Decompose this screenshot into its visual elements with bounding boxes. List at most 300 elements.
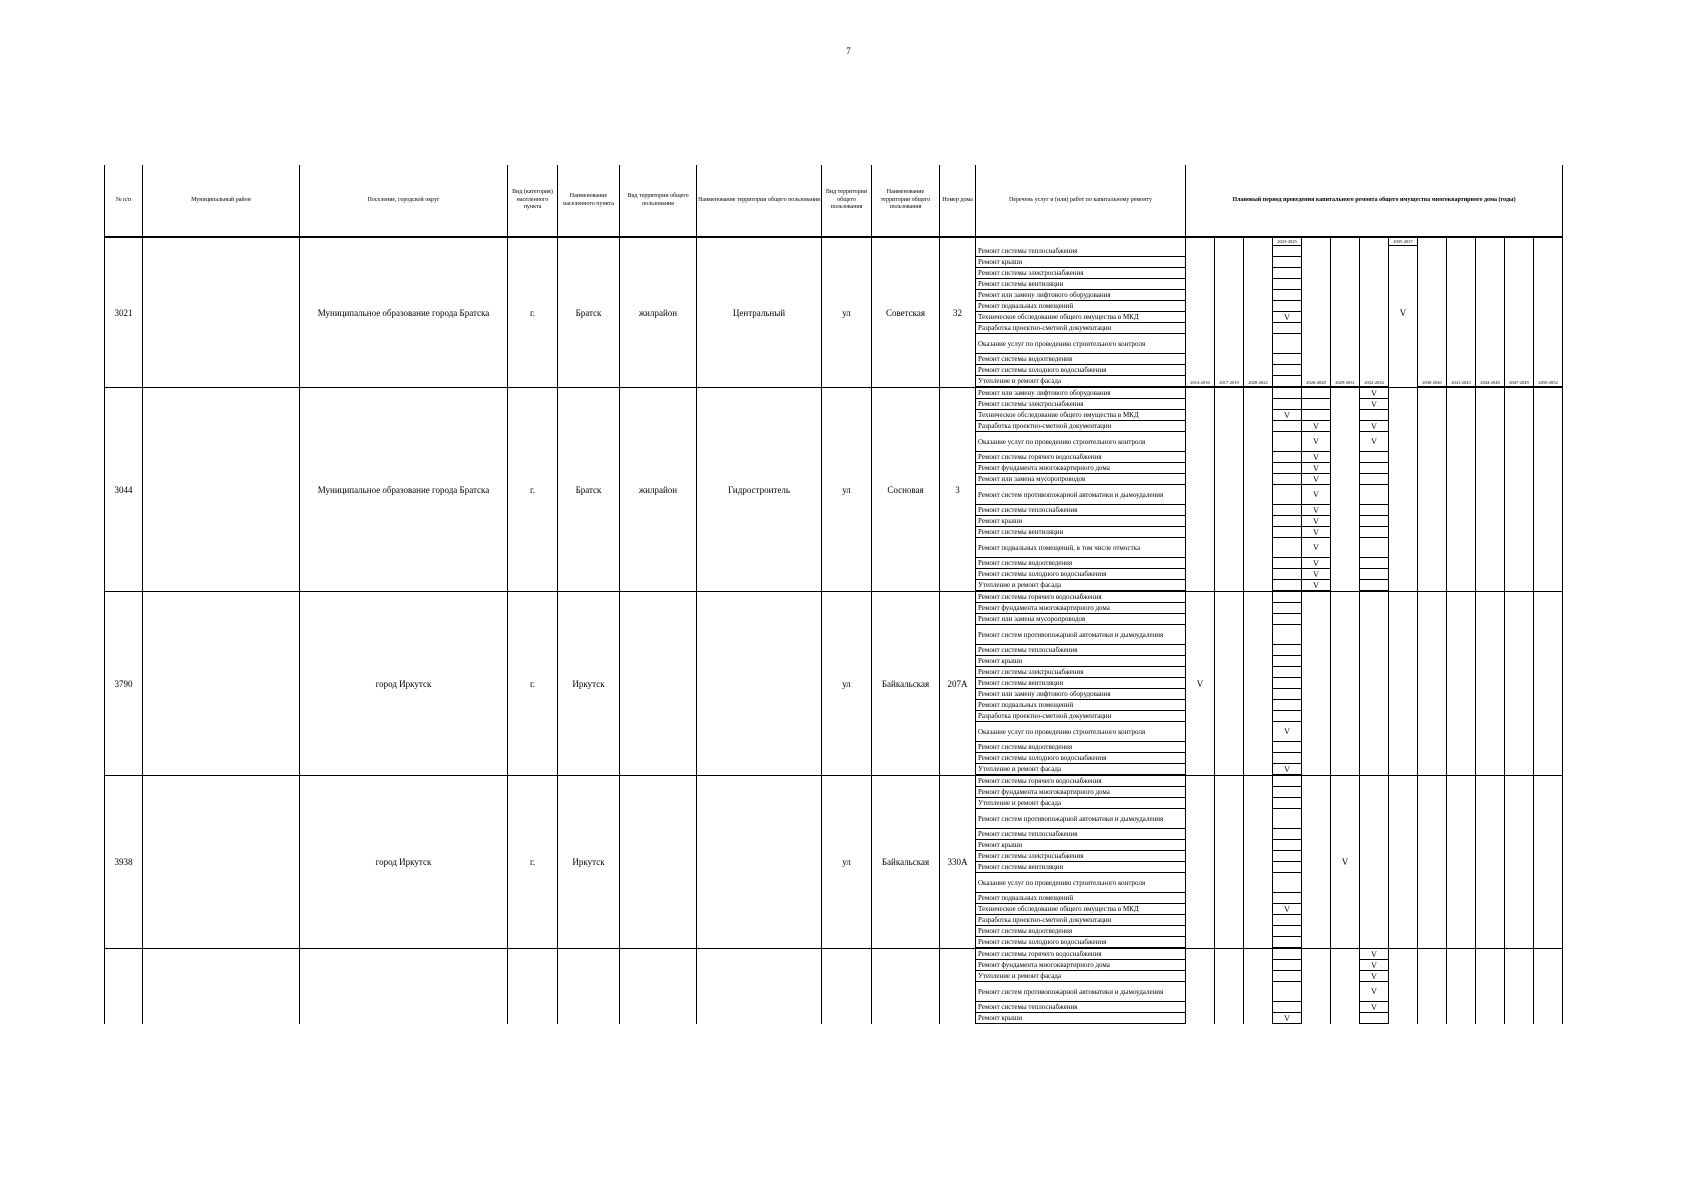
header-territory-type: Вид территории общего пользования bbox=[620, 165, 697, 237]
year-mark bbox=[1273, 376, 1301, 387]
year-label: 2038-2040 bbox=[1418, 379, 1446, 387]
work-item: Ремонт системы горячего водоснабжения bbox=[976, 949, 1185, 960]
year-mark: V bbox=[1302, 538, 1330, 558]
row-territory-type bbox=[620, 592, 697, 776]
year-cell bbox=[1389, 949, 1418, 1025]
work-item: Ремонт крыши bbox=[976, 516, 1185, 527]
year-cell bbox=[1534, 776, 1563, 949]
work-item: Ремонт фундамента многоквартирного дома bbox=[976, 787, 1185, 798]
year-cell bbox=[1244, 237, 1273, 388]
year-cell bbox=[1476, 949, 1505, 1025]
works-cell bbox=[976, 776, 1186, 949]
year-mark bbox=[1360, 474, 1388, 485]
year-mark bbox=[1273, 926, 1301, 937]
row-settlement-type bbox=[508, 949, 558, 1025]
year-mark bbox=[1273, 656, 1301, 667]
house-row bbox=[105, 388, 1563, 592]
row-settlement-name: Иркутск bbox=[558, 592, 620, 776]
year-cell bbox=[1418, 237, 1447, 388]
year-cell bbox=[1447, 776, 1476, 949]
year-cell bbox=[1447, 592, 1476, 776]
row-street-name: Байкальская bbox=[872, 776, 940, 949]
year-mark bbox=[1273, 711, 1301, 722]
year-label: 2014-2016 bbox=[1186, 379, 1214, 387]
work-item: Ремонт систем противопожарной автоматики и дымоудаления bbox=[976, 982, 1185, 1002]
year-mark bbox=[1273, 645, 1301, 656]
header-period: Плановый период проведения капитального ремонта общего имущества многоквартирного дома (годы) bbox=[1186, 165, 1563, 237]
header-territory-name: Наименование территории общего пользования bbox=[697, 165, 822, 237]
row-house bbox=[940, 949, 976, 1025]
header-street-name: Наименование территории общего пользования bbox=[872, 165, 940, 237]
works-cell bbox=[976, 388, 1186, 592]
year-cell bbox=[1331, 237, 1360, 388]
year-mark bbox=[1273, 516, 1301, 527]
work-item: Утепление и ремонт фасада bbox=[976, 764, 1185, 775]
work-item: Ремонт системы холодного водоснабжения bbox=[976, 937, 1185, 948]
year-mark bbox=[1273, 527, 1301, 538]
work-item: Оказание услуг по проведению строительного контроля bbox=[976, 432, 1185, 452]
year-label: 2020-2022 bbox=[1244, 379, 1272, 387]
row-street-name: Советская bbox=[872, 237, 940, 388]
year-cell bbox=[1244, 776, 1273, 949]
year-cell bbox=[1273, 388, 1302, 592]
work-item: Ремонт системы вентиляции bbox=[976, 527, 1185, 538]
row-settlement: Муниципальное образование города Братска bbox=[300, 237, 508, 388]
page-number: 7 bbox=[846, 46, 851, 56]
year-cell bbox=[1534, 388, 1563, 592]
year-mark bbox=[1360, 463, 1388, 474]
row-territory-name bbox=[697, 949, 822, 1025]
work-item: Утепление и ремонт фасада bbox=[976, 376, 1185, 387]
year-cell bbox=[1447, 237, 1476, 388]
work-item: Ремонт системы горячего водоснабжения bbox=[976, 592, 1185, 603]
row-street-type: ул bbox=[822, 388, 872, 592]
year-mark: V bbox=[1360, 982, 1388, 1002]
year-mark: V bbox=[1360, 432, 1388, 452]
year-cell bbox=[1331, 776, 1360, 949]
work-item: Оказание услуг по проведению строительного контроля bbox=[976, 334, 1185, 354]
year-mark bbox=[1273, 279, 1301, 290]
row-street-type: ул bbox=[822, 237, 872, 388]
work-item: Ремонт системы электроснабжения bbox=[976, 667, 1185, 678]
header-settlement-type: Вид (категория) населенного пункта bbox=[508, 165, 558, 237]
year-mark bbox=[1273, 558, 1301, 569]
period-mark: V bbox=[1196, 678, 1204, 689]
year-mark bbox=[1273, 949, 1301, 960]
year-mark bbox=[1273, 798, 1301, 809]
row-number: 3044 bbox=[105, 388, 143, 592]
work-item: Ремонт системы водоотведения bbox=[976, 558, 1185, 569]
repair-plan-table bbox=[104, 165, 1563, 1024]
year-mark bbox=[1360, 505, 1388, 516]
row-number: 3938 bbox=[105, 776, 143, 949]
work-item: Ремонт подвальных помещений bbox=[976, 301, 1185, 312]
row-settlement: город Иркутск bbox=[300, 592, 508, 776]
year-cell bbox=[1360, 592, 1389, 776]
year-cell bbox=[1273, 949, 1302, 1025]
year-mark bbox=[1360, 527, 1388, 538]
year-mark: V bbox=[1360, 399, 1388, 410]
year-mark bbox=[1302, 399, 1330, 410]
year-cell bbox=[1418, 388, 1447, 592]
year-mark bbox=[1273, 354, 1301, 365]
row-street-name: Байкальская bbox=[872, 592, 940, 776]
year-cell bbox=[1534, 237, 1563, 388]
work-item: Ремонт систем противопожарной автоматики и дымоудаления bbox=[976, 485, 1185, 505]
year-cell bbox=[1389, 237, 1418, 388]
year-cell bbox=[1215, 388, 1244, 592]
year-mark bbox=[1273, 388, 1301, 399]
year-mark: V bbox=[1360, 960, 1388, 971]
work-item: Ремонт подвальных помещений, в том числе отмостка bbox=[976, 538, 1185, 558]
row-settlement-name bbox=[558, 949, 620, 1025]
header-row bbox=[105, 165, 1563, 237]
year-mark bbox=[1273, 982, 1301, 1002]
work-item: Ремонт системы теплоснабжения bbox=[976, 1002, 1185, 1013]
year-mark bbox=[1273, 937, 1301, 948]
year-mark bbox=[1273, 246, 1301, 257]
year-mark: V bbox=[1302, 421, 1330, 432]
header-district: Муниципальный район bbox=[143, 165, 300, 237]
work-item: Ремонт или замену лифтового оборудования bbox=[976, 689, 1185, 700]
work-item: Ремонт систем противопожарной автоматики и дымоудаления bbox=[976, 625, 1185, 645]
year-mark bbox=[1273, 290, 1301, 301]
year-cell bbox=[1360, 237, 1389, 388]
year-cell bbox=[1302, 237, 1331, 388]
year-mark bbox=[1273, 399, 1301, 410]
year-cell bbox=[1447, 388, 1476, 592]
work-item: Ремонт крыши bbox=[976, 656, 1185, 667]
year-cell bbox=[1360, 388, 1389, 592]
year-label: 2026-2028 bbox=[1302, 379, 1330, 387]
year-mark bbox=[1273, 809, 1301, 829]
work-item: Ремонт системы водоотведения bbox=[976, 354, 1185, 365]
year-cell bbox=[1418, 592, 1447, 776]
row-settlement bbox=[300, 949, 508, 1025]
row-settlement-name: Братск bbox=[558, 237, 620, 388]
row-territory-type: жилрайон bbox=[620, 237, 697, 388]
work-item: Ремонт системы теплоснабжения bbox=[976, 246, 1185, 257]
row-territory-type: жилрайон bbox=[620, 388, 697, 592]
year-mark: V bbox=[1302, 505, 1330, 516]
work-item: Разработка проектно-сметной документации bbox=[976, 421, 1185, 432]
work-item: Ремонт или замену лифтового оборудования bbox=[976, 290, 1185, 301]
year-mark bbox=[1273, 323, 1301, 334]
header-settlement-name: Наименование населенного пункта bbox=[558, 165, 620, 237]
year-mark bbox=[1273, 971, 1301, 982]
year-label: 2050-2052 bbox=[1534, 379, 1562, 387]
row-district bbox=[143, 237, 300, 388]
year-mark bbox=[1273, 829, 1301, 840]
work-item: Ремонт системы теплоснабжения bbox=[976, 505, 1185, 516]
year-cell bbox=[1215, 949, 1244, 1025]
year-mark bbox=[1273, 893, 1301, 904]
year-cell bbox=[1534, 592, 1563, 776]
row-number bbox=[105, 949, 143, 1025]
works-cell bbox=[976, 237, 1186, 388]
year-mark: V bbox=[1302, 452, 1330, 463]
year-cell bbox=[1534, 949, 1563, 1025]
house-row bbox=[105, 949, 1563, 1025]
year-cell bbox=[1360, 949, 1389, 1025]
year-mark bbox=[1360, 558, 1388, 569]
year-mark bbox=[1273, 1002, 1301, 1013]
year-mark bbox=[1273, 753, 1301, 764]
row-settlement-type: г. bbox=[508, 237, 558, 388]
year-mark bbox=[1273, 873, 1301, 893]
year-mark bbox=[1273, 463, 1301, 474]
year-mark: V bbox=[1273, 904, 1301, 915]
year-cell bbox=[1186, 592, 1215, 776]
work-item: Утепление и ремонт фасада bbox=[976, 798, 1185, 809]
row-street-name bbox=[872, 949, 940, 1025]
period-mark: V bbox=[1399, 307, 1407, 318]
year-cell bbox=[1186, 388, 1215, 592]
year-mark bbox=[1360, 580, 1388, 591]
year-mark: V bbox=[1273, 1013, 1301, 1024]
year-mark bbox=[1360, 516, 1388, 527]
year-cell bbox=[1186, 776, 1215, 949]
year-mark bbox=[1360, 538, 1388, 558]
row-street-type: ул bbox=[822, 776, 872, 949]
year-mark bbox=[1360, 1013, 1388, 1024]
year-mark bbox=[1273, 667, 1301, 678]
year-mark bbox=[1273, 538, 1301, 558]
year-mark bbox=[1273, 840, 1301, 851]
year-mark bbox=[1273, 700, 1301, 711]
work-item: Ремонт фундамента многоквартирного дома bbox=[976, 463, 1185, 474]
work-item: Ремонт крыши bbox=[976, 257, 1185, 268]
works-cell bbox=[976, 592, 1186, 776]
year-cell bbox=[1273, 776, 1302, 949]
work-item: Оказание услуг по проведению строительного контроля bbox=[976, 722, 1185, 742]
year-mark: V bbox=[1360, 421, 1388, 432]
year-mark bbox=[1273, 257, 1301, 268]
header-settlement: Поселение, городской округ bbox=[300, 165, 508, 237]
work-item: Ремонт фундамента многоквартирного дома bbox=[976, 960, 1185, 971]
year-mark: V bbox=[1273, 764, 1301, 775]
work-item: Ремонт системы холодного водоснабжения bbox=[976, 753, 1185, 764]
work-item: Ремонт системы водоотведения bbox=[976, 926, 1185, 937]
row-house: 32 bbox=[940, 237, 976, 388]
year-mark bbox=[1360, 485, 1388, 505]
work-item: Ремонт системы электроснабжения bbox=[976, 399, 1185, 410]
work-item: Оказание услуг по проведению строительного контроля bbox=[976, 873, 1185, 893]
year-mark bbox=[1273, 678, 1301, 689]
year-mark bbox=[1273, 365, 1301, 376]
row-territory-type bbox=[620, 949, 697, 1025]
year-cell bbox=[1331, 949, 1360, 1025]
work-item: Техническое обследование общего имущества в МКД bbox=[976, 312, 1185, 323]
year-cell bbox=[1418, 776, 1447, 949]
year-cell bbox=[1331, 592, 1360, 776]
work-item: Ремонт системы электроснабжения bbox=[976, 268, 1185, 279]
work-item: Техническое обследование общего имущества в МКД bbox=[976, 904, 1185, 915]
year-cell bbox=[1244, 388, 1273, 592]
header-house: Номер дома bbox=[940, 165, 976, 237]
year-mark bbox=[1273, 474, 1301, 485]
year-label: 2047-2049 bbox=[1505, 379, 1533, 387]
year-mark bbox=[1273, 505, 1301, 516]
year-mark: V bbox=[1360, 388, 1388, 399]
year-cell bbox=[1186, 949, 1215, 1025]
year-mark bbox=[1273, 452, 1301, 463]
year-mark: V bbox=[1273, 410, 1301, 421]
work-item: Разработка проектно-сметной документации bbox=[976, 915, 1185, 926]
work-item: Разработка проектно-сметной документации bbox=[976, 711, 1185, 722]
work-item: Ремонт фундамента многоквартирного дома bbox=[976, 603, 1185, 614]
year-mark: V bbox=[1302, 527, 1330, 538]
period-mark: V bbox=[1341, 857, 1349, 867]
year-cell bbox=[1215, 237, 1244, 388]
year-mark bbox=[1273, 268, 1301, 279]
work-item: Ремонт крыши bbox=[976, 1013, 1185, 1024]
year-label: 2029-2031 bbox=[1331, 379, 1359, 387]
year-mark: V bbox=[1360, 949, 1388, 960]
year-cell bbox=[1302, 776, 1331, 949]
house-row bbox=[105, 592, 1563, 776]
year-mark bbox=[1273, 689, 1301, 700]
year-cell bbox=[1476, 592, 1505, 776]
year-mark bbox=[1273, 334, 1301, 354]
year-cell bbox=[1215, 592, 1244, 776]
row-territory-name bbox=[697, 776, 822, 949]
year-mark bbox=[1273, 614, 1301, 625]
year-cell bbox=[1186, 237, 1215, 388]
row-settlement: город Иркутск bbox=[300, 776, 508, 949]
year-mark: V bbox=[1302, 558, 1330, 569]
year-mark bbox=[1302, 410, 1330, 421]
year-cell bbox=[1476, 776, 1505, 949]
work-item: Ремонт системы электроснабжения bbox=[976, 851, 1185, 862]
year-mark bbox=[1273, 915, 1301, 926]
year-label: 2041-2043 bbox=[1447, 379, 1475, 387]
year-mark bbox=[1273, 960, 1301, 971]
work-item: Ремонт подвальных помещений bbox=[976, 893, 1185, 904]
row-territory-name: Центральный bbox=[697, 237, 822, 388]
year-cell bbox=[1273, 237, 1302, 388]
year-mark bbox=[1273, 862, 1301, 873]
year-mark: V bbox=[1360, 971, 1388, 982]
row-number: 3021 bbox=[105, 237, 143, 388]
year-mark: V bbox=[1302, 474, 1330, 485]
work-item: Ремонт системы вентиляции bbox=[976, 862, 1185, 873]
row-settlement-name: Братск bbox=[558, 388, 620, 592]
year-mark bbox=[1302, 388, 1330, 399]
row-house: 3 bbox=[940, 388, 976, 592]
year-label: 2032-2034 bbox=[1360, 379, 1388, 387]
year-cell bbox=[1302, 592, 1331, 776]
year-mark bbox=[1273, 625, 1301, 645]
year-cell bbox=[1331, 388, 1360, 592]
year-mark bbox=[1273, 787, 1301, 798]
year-cell bbox=[1389, 592, 1418, 776]
year-cell bbox=[1447, 949, 1476, 1025]
row-settlement-type: г. bbox=[508, 592, 558, 776]
header-street-type: Вид территории общего пользования bbox=[822, 165, 872, 237]
work-item: Ремонт системы теплоснабжения bbox=[976, 645, 1185, 656]
work-item: Ремонт систем противопожарной автоматики и дымоудаления bbox=[976, 809, 1185, 829]
year-cell bbox=[1505, 949, 1534, 1025]
year-cell bbox=[1476, 237, 1505, 388]
work-item: Ремонт крыши bbox=[976, 840, 1185, 851]
work-item: Ремонт подвальных помещений bbox=[976, 700, 1185, 711]
row-settlement-type: г. bbox=[508, 388, 558, 592]
year-cell bbox=[1360, 776, 1389, 949]
row-settlement-name: Иркутск bbox=[558, 776, 620, 949]
year-cell bbox=[1389, 388, 1418, 592]
work-item: Ремонт или замена мусоропроводов bbox=[976, 614, 1185, 625]
row-district bbox=[143, 949, 300, 1025]
year-cell bbox=[1244, 592, 1273, 776]
row-settlement: Муниципальное образование города Братска bbox=[300, 388, 508, 592]
work-item: Ремонт системы теплоснабжения bbox=[976, 829, 1185, 840]
year-cell bbox=[1273, 592, 1302, 776]
year-cell bbox=[1244, 949, 1273, 1025]
work-item: Разработка проектно-сметной документации bbox=[976, 323, 1185, 334]
year-mark bbox=[1273, 421, 1301, 432]
header-num: № п/п bbox=[105, 165, 143, 237]
row-district bbox=[143, 388, 300, 592]
year-cell bbox=[1505, 388, 1534, 592]
row-territory-name: Гидростроитель bbox=[697, 388, 822, 592]
row-house: 207А bbox=[940, 592, 976, 776]
year-label: 2017-2019 bbox=[1215, 379, 1243, 387]
year-mark: V bbox=[1302, 485, 1330, 505]
year-cell bbox=[1418, 949, 1447, 1025]
year-mark bbox=[1360, 452, 1388, 463]
year-mark bbox=[1273, 742, 1301, 753]
row-territory-type bbox=[620, 776, 697, 949]
row-house: 330А bbox=[940, 776, 976, 949]
work-item: Техническое обследование общего имущества в МКД bbox=[976, 410, 1185, 421]
work-item: Ремонт системы горячего водоснабжения bbox=[976, 452, 1185, 463]
year-cell bbox=[1215, 776, 1244, 949]
work-item: Ремонт или замену лифтового оборудования bbox=[976, 388, 1185, 399]
year-cell bbox=[1302, 949, 1331, 1025]
year-cell bbox=[1505, 237, 1534, 388]
row-street-name: Сосновая bbox=[872, 388, 940, 592]
year-mark bbox=[1273, 851, 1301, 862]
year-cell bbox=[1505, 592, 1534, 776]
works-cell bbox=[976, 949, 1186, 1025]
year-mark: V bbox=[1302, 580, 1330, 591]
work-item: Ремонт системы горячего водоснабжения bbox=[976, 776, 1185, 787]
year-mark bbox=[1360, 569, 1388, 580]
year-mark: V bbox=[1273, 312, 1301, 323]
year-cell bbox=[1505, 776, 1534, 949]
house-row bbox=[105, 237, 1563, 388]
row-district bbox=[143, 776, 300, 949]
year-mark bbox=[1273, 580, 1301, 591]
work-item: Ремонт системы вентиляции bbox=[976, 279, 1185, 290]
work-item: Ремонт системы водоотведения bbox=[976, 742, 1185, 753]
year-mark: V bbox=[1302, 463, 1330, 474]
work-item: Утепление и ремонт фасада bbox=[976, 971, 1185, 982]
year-mark bbox=[1273, 301, 1301, 312]
work-item: Ремонт системы холодного водоснабжения bbox=[976, 569, 1185, 580]
year-mark bbox=[1273, 776, 1301, 787]
row-number: 3790 bbox=[105, 592, 143, 776]
row-settlement-type: г. bbox=[508, 776, 558, 949]
year-cell bbox=[1389, 776, 1418, 949]
year-mark: V bbox=[1302, 569, 1330, 580]
work-item: Ремонт или замена мусоропроводов bbox=[976, 474, 1185, 485]
year-mark bbox=[1273, 485, 1301, 505]
work-item: Ремонт системы холодного водоснабжения bbox=[976, 365, 1185, 376]
year-cell bbox=[1476, 388, 1505, 592]
year-cell bbox=[1302, 388, 1331, 592]
